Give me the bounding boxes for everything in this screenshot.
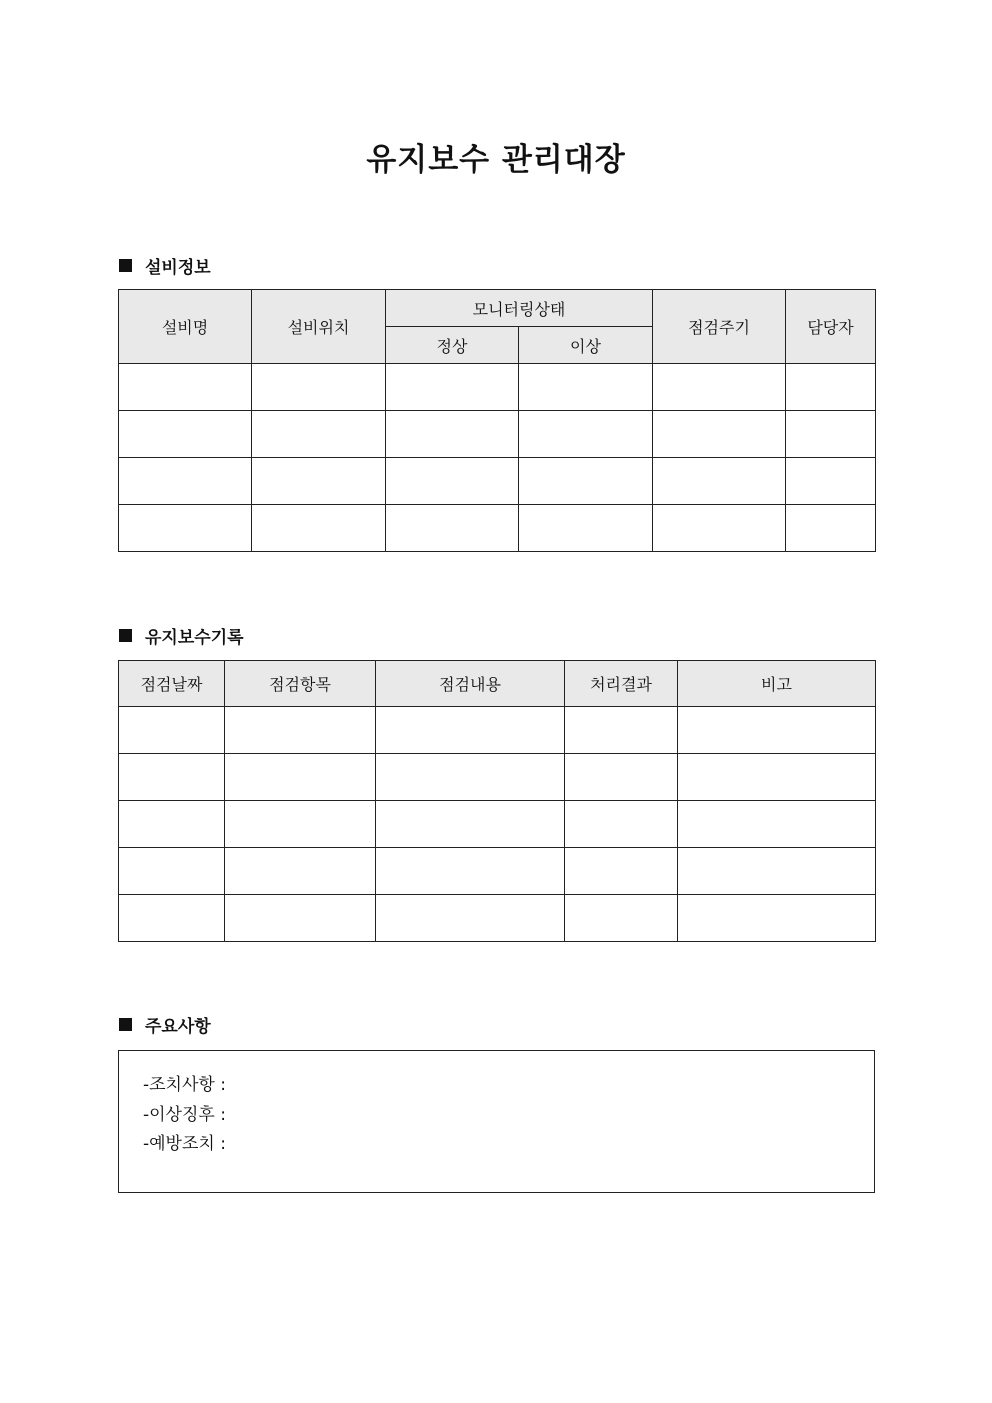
table-cell[interactable]: [653, 505, 786, 552]
table-cell[interactable]: [119, 458, 252, 505]
table-row: [119, 895, 876, 942]
table-cell[interactable]: [119, 895, 225, 942]
table-cell[interactable]: [653, 411, 786, 458]
table-row: [119, 411, 876, 458]
table-cell[interactable]: [119, 505, 252, 552]
table-cell[interactable]: [519, 505, 653, 552]
table-cell[interactable]: [376, 848, 565, 895]
note-abnormal-signs: -이상징후 :: [143, 1104, 226, 1125]
table-cell[interactable]: [519, 411, 653, 458]
equipment-section-heading: [119, 253, 211, 277]
table-cell[interactable]: [376, 707, 565, 754]
table-cell[interactable]: [225, 895, 376, 942]
table-cell[interactable]: [376, 801, 565, 848]
table-cell[interactable]: [786, 458, 876, 505]
table-cell[interactable]: [225, 848, 376, 895]
table-cell[interactable]: [565, 707, 678, 754]
table-cell[interactable]: [678, 754, 876, 801]
table-cell[interactable]: [786, 411, 876, 458]
table-cell[interactable]: [565, 848, 678, 895]
table-row: [119, 848, 876, 895]
table-cell[interactable]: [678, 801, 876, 848]
table-cell[interactable]: [786, 364, 876, 411]
header-equipment-location: 설비위치: [252, 290, 386, 364]
header-result: 처리결과: [565, 661, 678, 707]
table-cell[interactable]: [252, 458, 386, 505]
table-cell[interactable]: [252, 505, 386, 552]
maintenance-section-heading: [119, 623, 244, 647]
table-cell[interactable]: [386, 411, 519, 458]
table-cell[interactable]: [225, 707, 376, 754]
table-cell[interactable]: [119, 707, 225, 754]
table-cell[interactable]: [519, 458, 653, 505]
notes-box[interactable]: [118, 1050, 875, 1193]
note-preventive-measures: -예방조치 :: [143, 1134, 226, 1154]
table-cell[interactable]: [119, 754, 225, 801]
table-cell[interactable]: [252, 364, 386, 411]
table-cell[interactable]: [653, 364, 786, 411]
table-cell[interactable]: [565, 801, 678, 848]
table-cell[interactable]: [786, 505, 876, 552]
table-cell[interactable]: [386, 505, 519, 552]
header-inspection-content: 점검내용: [376, 661, 565, 707]
table-row: [119, 364, 876, 411]
table-row: [119, 458, 876, 505]
notes-list: [119, 1051, 874, 1160]
header-status-normal: 정상: [386, 327, 519, 364]
table-cell[interactable]: [119, 364, 252, 411]
table-cell[interactable]: [252, 411, 386, 458]
table-cell[interactable]: [225, 754, 376, 801]
table-cell[interactable]: [386, 458, 519, 505]
table-cell[interactable]: [678, 895, 876, 942]
table-cell[interactable]: [653, 458, 786, 505]
maintenance-table: [118, 660, 876, 942]
table-cell[interactable]: [678, 707, 876, 754]
document-title: 유지보수 관리대장: [366, 142, 626, 178]
table-row: [119, 801, 876, 848]
table-cell[interactable]: [565, 754, 678, 801]
table-cell[interactable]: [119, 801, 225, 848]
note-action-taken: -조치사항 :: [143, 1075, 226, 1095]
table-cell[interactable]: [119, 411, 252, 458]
square-bullet-icon: [119, 259, 132, 272]
table-cell[interactable]: [119, 848, 225, 895]
table-cell[interactable]: [519, 364, 653, 411]
table-cell[interactable]: [376, 754, 565, 801]
equipment-section-title: 설비정보: [145, 257, 211, 278]
equipment-table: [118, 289, 876, 552]
header-inspection-cycle: 점검주기: [653, 290, 786, 364]
header-inspection-date: 점검날짜: [119, 661, 225, 707]
header-equipment-name: 설비명: [119, 290, 252, 364]
notes-section-title: 주요사항: [145, 1016, 211, 1037]
table-row: [119, 505, 876, 552]
header-remarks: 비고: [678, 661, 876, 707]
header-status-abnormal: 이상: [519, 327, 653, 364]
header-monitoring-status: 모니터링상태: [386, 290, 653, 327]
table-cell[interactable]: [386, 364, 519, 411]
square-bullet-icon: [119, 629, 132, 642]
header-inspection-item: 점검항목: [225, 661, 376, 707]
header-manager: 담당자: [786, 290, 876, 364]
table-row: [119, 707, 876, 754]
table-cell[interactable]: [678, 848, 876, 895]
table-cell[interactable]: [376, 895, 565, 942]
table-cell[interactable]: [225, 801, 376, 848]
table-row: [119, 754, 876, 801]
notes-section-heading: [119, 1012, 211, 1036]
square-bullet-icon: [119, 1018, 132, 1031]
table-cell[interactable]: [565, 895, 678, 942]
maintenance-section-title: 유지보수기록: [145, 627, 244, 648]
